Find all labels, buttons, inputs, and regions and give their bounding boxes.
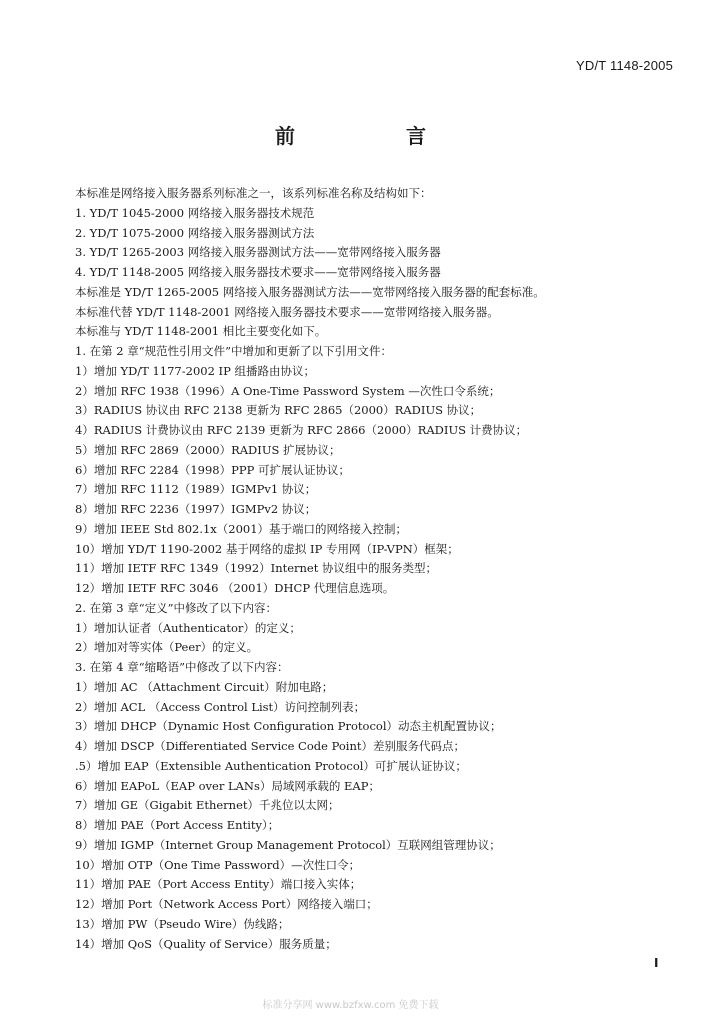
text-line: 9）增加 IEEE Std 802.1x（2001）基于端口的网络接入控制； xyxy=(75,521,408,536)
text-line: 本标准是网络接入服务器系列标准之一，该系列标准名称及结构如下： xyxy=(75,186,432,200)
text-line: 5）增加 RFC 2869（2000）RADIUS 扩展协议； xyxy=(75,442,341,457)
text-line: 4. YD/T 1148-2005 网络接入服务器技术要求——宽带网络接入服务器 xyxy=(75,265,441,279)
text-line: 4）RADIUS 计费协议由 RFC 2139 更新为 RFC 2866（2000）RADIUS 计费协议； xyxy=(75,423,528,437)
text-line: 1）增加认证者（Authenticator）的定义； xyxy=(75,620,301,635)
text-line: .5）增加 EAP（Extensible Authentication Protocol）可扩展认证协议； xyxy=(75,758,467,773)
text-line: 12）增加 IETF RFC 3046 （2001）DHCP 代理信息选项。 xyxy=(75,581,395,595)
text-line: 10）增加 YD/T 1190-2002 基于网络的虚拟 IP 专用网（IP-VPN）框架； xyxy=(75,541,459,556)
text-line: 11）增加 PAE（Port Access Entity）端口接入实体； xyxy=(75,877,362,892)
text-line: 本标准是 YD/T 1265-2005 网络接入服务器测试方法——宽带网络接入服务器的配套标准。 xyxy=(75,284,545,299)
text-line: 3. 在第 4 章“缩略语”中修改了以下内容： xyxy=(75,660,289,674)
text-line: 1）增加 YD/T 1177-2002 IP 组播路由协议； xyxy=(75,363,315,378)
watermark-footer: 标准分享网 www.bzfxw.com 免费下载 xyxy=(262,1000,439,1011)
text-line: 11）增加 IETF RFC 1349（1992）Internet 协议组中的服务类型； xyxy=(75,561,438,576)
text-line: 13）增加 PW（Pseudo Wire）伪线路； xyxy=(75,916,290,931)
text-line: 3. YD/T 1265-2003 网络接入服务器测试方法——宽带网络接入服务器 xyxy=(75,245,441,260)
text-line: 2）增加对等实体（Peer）的定义。 xyxy=(75,640,259,655)
text-line: 12）增加 Port（Network Access Port）网络接入端口； xyxy=(75,897,378,911)
text-line: 8）增加 PAE（Port Access Entity）； xyxy=(75,818,280,832)
text-line: 7）增加 GE（Gigabit Ethernet）千兆位以太网； xyxy=(75,798,340,813)
text-line: 7）增加 RFC 1112（1989）IGMPv1 协议； xyxy=(75,482,317,497)
text-line: 10）增加 OTP（One Time Password）—次性口令； xyxy=(75,857,361,872)
page-title: 前 言 xyxy=(275,124,478,148)
text-line: 2. 在第 3 章“定义”中修改了以下内容： xyxy=(75,600,278,615)
text-line: 6）增加 EAPoL（EAP over LANs）局域网承载的 EAP； xyxy=(75,778,380,793)
body-text xyxy=(75,184,675,954)
text-line: 1. YD/T 1045-2000 网络接入服务器技术规范 xyxy=(75,205,315,220)
text-line: 1）增加 AC （Attachment Circuit）附加电路； xyxy=(75,679,334,694)
text-line: 3）增加 DHCP（Dynamic Host Configuration Protocol）动态主机配置协议； xyxy=(75,719,502,734)
text-line: 本标准代替 YD/T 1148-2001 网络接入服务器技术要求——宽带网络接入服务器。 xyxy=(75,304,499,319)
text-line: 2）增加 ACL （Access Control List）访问控制列表； xyxy=(75,699,366,714)
standard-code-header: YD/T 1148-2005 xyxy=(576,58,673,73)
text-line: 9）增加 IGMP（Internet Group Management Protocol）互联网组管理协议； xyxy=(75,837,501,852)
text-line: 6）增加 RFC 2284（1998）PPP 可扩展认证协议； xyxy=(75,462,350,477)
text-line: 2）增加 RFC 1938（1996）A One-Time Password System —次性口令系统； xyxy=(75,383,501,398)
text-line: 8）增加 RFC 2236（1997）IGMPv2 协议； xyxy=(75,502,317,516)
text-line: 4）增加 DSCP（Differentiated Service Code Point）差别服务代码点； xyxy=(75,739,465,753)
page-number: Ⅰ xyxy=(654,956,659,970)
text-line: 14）增加 QoS（Quality of Service）服务质量； xyxy=(75,936,337,951)
text-line: 本标准与 YD/T 1148-2001 相比主要变化如下。 xyxy=(75,324,327,339)
text-line: 3）RADIUS 协议由 RFC 2138 更新为 RFC 2865（2000）RADIUS 协议； xyxy=(75,403,482,418)
text-line: 2. YD/T 1075-2000 网络接入服务器测试方法 xyxy=(75,225,315,240)
text-line: 1. 在第 2 章“规范性引用文件”中增加和更新了以下引用文件： xyxy=(75,344,393,358)
